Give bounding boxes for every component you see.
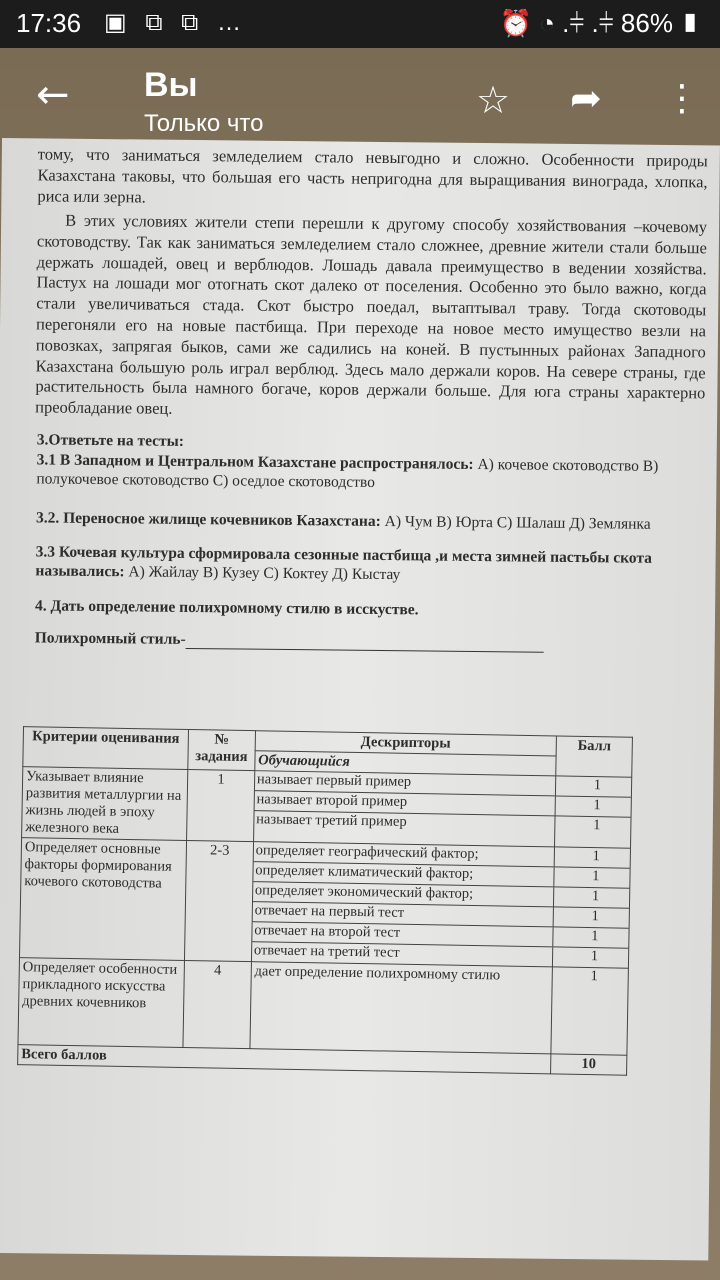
descriptor: называет третий пример	[256, 811, 407, 830]
score: 1	[554, 867, 629, 888]
descriptor: определяет географический фактор;	[253, 842, 554, 867]
descriptor: определяет экономический фактор;	[253, 882, 554, 907]
question-3-title: 3.Ответьте на тесты:	[36, 431, 185, 450]
descriptor: отвечает на третий тест	[253, 942, 400, 961]
share-icon[interactable]: ➦	[570, 76, 602, 120]
header-learner: Обучающийся	[255, 751, 557, 776]
score: 1	[554, 887, 629, 908]
question-3-1: 3.1 В Западном и Центральном Казахстане распространялось: А) кочевое скотоводство В) полукочевое скотоводство С) оседлое скотоводство	[36, 451, 659, 491]
score: 1	[556, 796, 631, 817]
system-icons	[500, 8, 700, 40]
status-bar	[0, 0, 720, 48]
paragraph-1: тому, что заниматься земледелием стало невыгодно и сложно. Особенности природы Казахстана таковы, что большая его часть непригодна для выращивания винограда, хлопка, риса или зерна.	[37, 144, 708, 207]
score-cell	[552, 847, 630, 968]
star-icon[interactable]: ☆	[476, 78, 511, 122]
score: 1	[554, 907, 629, 928]
descriptor: называет первый пример	[255, 771, 556, 796]
document-paper	[0, 138, 720, 1260]
assessment-table	[17, 726, 633, 1076]
table-row	[19, 838, 630, 969]
header-number: № задания	[188, 730, 255, 771]
photo-background	[0, 48, 720, 1280]
back-arrow-icon[interactable]: ←	[36, 72, 70, 118]
criteria-cell: Определяет особенности прикладного искусства древних кочевников	[18, 958, 185, 1048]
notification-icons: ▣ ⧉ ⧉ …	[104, 9, 247, 36]
question-3-2: 3.2. Переносное жилище кочевников Казахстана: А) Чум В) Юрта С) Шалаш Д) Землянка	[35, 509, 651, 533]
criteria-cell: Определяет основные факторы формирования кочевого скотоводства	[19, 838, 186, 961]
descriptor: называет второй пример	[254, 791, 555, 816]
score: 1	[556, 776, 631, 797]
sender-title: Вы	[144, 66, 198, 104]
score: 1	[555, 847, 630, 868]
question-3-3: 3.3 Кочевая культура сформировала сезонные пастбища ,и места зимней пастьбы скота назывались: А) Жайлау В) Кузеу С) Коктеу Д) Кыстау	[35, 543, 653, 584]
total-label: Всего баллов	[18, 1045, 551, 1074]
battery-percent: 86%	[620, 8, 673, 38]
descriptor: отвечает на первый тест	[252, 902, 553, 927]
app-bar	[0, 48, 720, 138]
number-cell: 1	[187, 770, 255, 842]
total-value: 10	[551, 1054, 627, 1075]
header-criteria: Критерии оценивания	[23, 727, 189, 770]
polychrome-answer-line: Полихромный стиль-	[35, 628, 685, 654]
criteria-cell: Указывает влияние развития металлургии на жизнь людей в эпоху железного века	[22, 767, 188, 841]
more-vert-icon[interactable]: ⋮	[664, 78, 700, 119]
score-cell	[551, 967, 628, 1055]
question-4: 4. Дать определение полихромному стилю в исскустве.	[35, 597, 419, 619]
signal-wifi-icons: ⏰ ◔ .⫩ .⫩	[499, 8, 614, 38]
descriptor-cell	[253, 771, 555, 847]
number-cell: 4	[183, 960, 251, 1048]
sent-time: Только что	[144, 110, 264, 137]
score: 1	[590, 948, 599, 965]
score: 1	[553, 927, 628, 948]
descriptor-cell: дает определение полихромному стилю	[250, 962, 553, 1054]
battery-icon: ▮	[680, 8, 700, 38]
paragraph-2: В этих условиях жители степи перешли к другому способу хозяйствования –кочевому скотоводству. Так как заниматься земледелием стало сложнее, древние жители стали больше держать лошадей, овец и верблюдов. Лошадь давала преимущество в ведении хозяйства. Пастух на лошади мог отогнать скот далеко от поселения. Особенно это было важно, когда стали увеличиваться стада. Скот быстро поедал, вытаптывал траву. Тогда скотоводы перегоняли его на новые пастбища. При переходе на новое место имущество везли на повозках, запрягая быков, сами же садились на коней. В пустынных районах Западного Казахстана большую роль играл верблюд. Здесь мало держали коров. На севере страны, где растительность была намного богаче, коров держали больше. Для юга страны характерно преобладание овец.	[35, 210, 708, 418]
score: 1	[590, 968, 598, 985]
table-row	[18, 958, 628, 1056]
table-row	[22, 767, 632, 849]
header-descriptors: Дескрипторы	[255, 731, 557, 756]
descriptor: определяет климатический фактор;	[253, 862, 554, 887]
number-cell: 2-3	[184, 840, 253, 961]
status-time: 17:36	[16, 8, 82, 38]
descriptor: отвечает на второй тест	[252, 922, 553, 947]
header-score: Балл	[556, 736, 633, 777]
descriptor-cell	[251, 842, 554, 967]
score: 1	[593, 817, 601, 834]
score-cell	[555, 776, 632, 848]
